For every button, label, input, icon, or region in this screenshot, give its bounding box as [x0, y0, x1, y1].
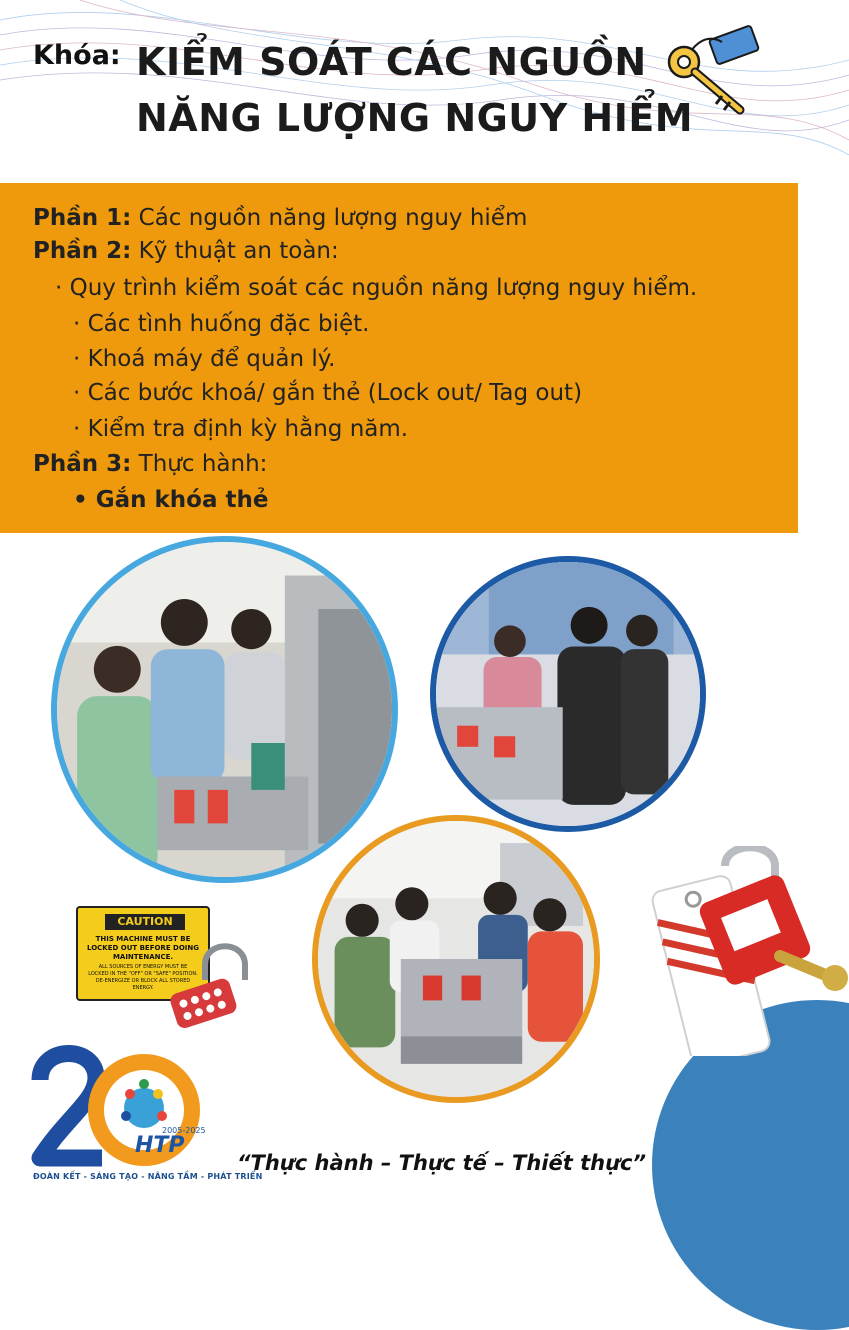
- training-photo-3: [312, 815, 600, 1103]
- title-line-2: NĂNG LƯỢNG NGUY HIỂM: [136, 96, 694, 140]
- caution-heading: CAUTION: [105, 914, 185, 930]
- title-line-1: KIỂM SOÁT CÁC NGUỒN: [136, 40, 647, 84]
- part-1: Phần 1: Các nguồn năng lượng nguy hiểm: [33, 205, 528, 231]
- list-item: · Các bước khoá/ gắn thẻ (Lock out/ Tag out): [73, 380, 583, 406]
- list-item: · Quy trình kiểm soát các nguồn năng lượng nguy hiểm.: [55, 275, 698, 301]
- list-item: · Kiểm tra định kỳ hằng năm.: [73, 416, 409, 442]
- logo-years: 2005-2025: [162, 1126, 206, 1135]
- page-title: [136, 34, 693, 146]
- list-item: • Gắn khóa thẻ: [73, 487, 269, 513]
- training-photo-1: [51, 536, 398, 883]
- caution-text-detail: ALL SOURCES OF ENERGY MUST BE LOCKED IN THE "OFF" OR "SAFE" POSITION. DE-ENERGIZE OR BLOCK ALL STORED ENERGY.: [88, 964, 198, 991]
- logo-brand: HTP: [135, 1133, 185, 1158]
- key-tag-icon: [660, 22, 770, 117]
- course-outline: [0, 183, 798, 533]
- slogan: “Thực hành – Thực tế – Thiết thực”: [237, 1151, 647, 1175]
- lockout-hasp-icon: [165, 935, 257, 1030]
- list-item: · Các tình huống đặc biệt.: [73, 311, 370, 337]
- logo-motto: ĐOÀN KẾT - SÁNG TẠO - NÂNG TẦM - PHÁT TRIỂN: [33, 1172, 263, 1181]
- caution-text-main: THIS MACHINE MUST BE LOCKED OUT BEFORE DOING MAINTENANCE.: [86, 935, 200, 961]
- lockout-tag-padlock-icon: [650, 846, 849, 1056]
- 20-years-logo: [26, 1040, 226, 1190]
- course-label: Khóa:: [33, 40, 121, 71]
- training-photo-2: [430, 556, 706, 832]
- list-item: · Khoá máy để quản lý.: [73, 346, 336, 372]
- part-2: Phần 2: Kỹ thuật an toàn:: [33, 238, 339, 264]
- part-3: Phần 3: Thực hành:: [33, 451, 268, 477]
